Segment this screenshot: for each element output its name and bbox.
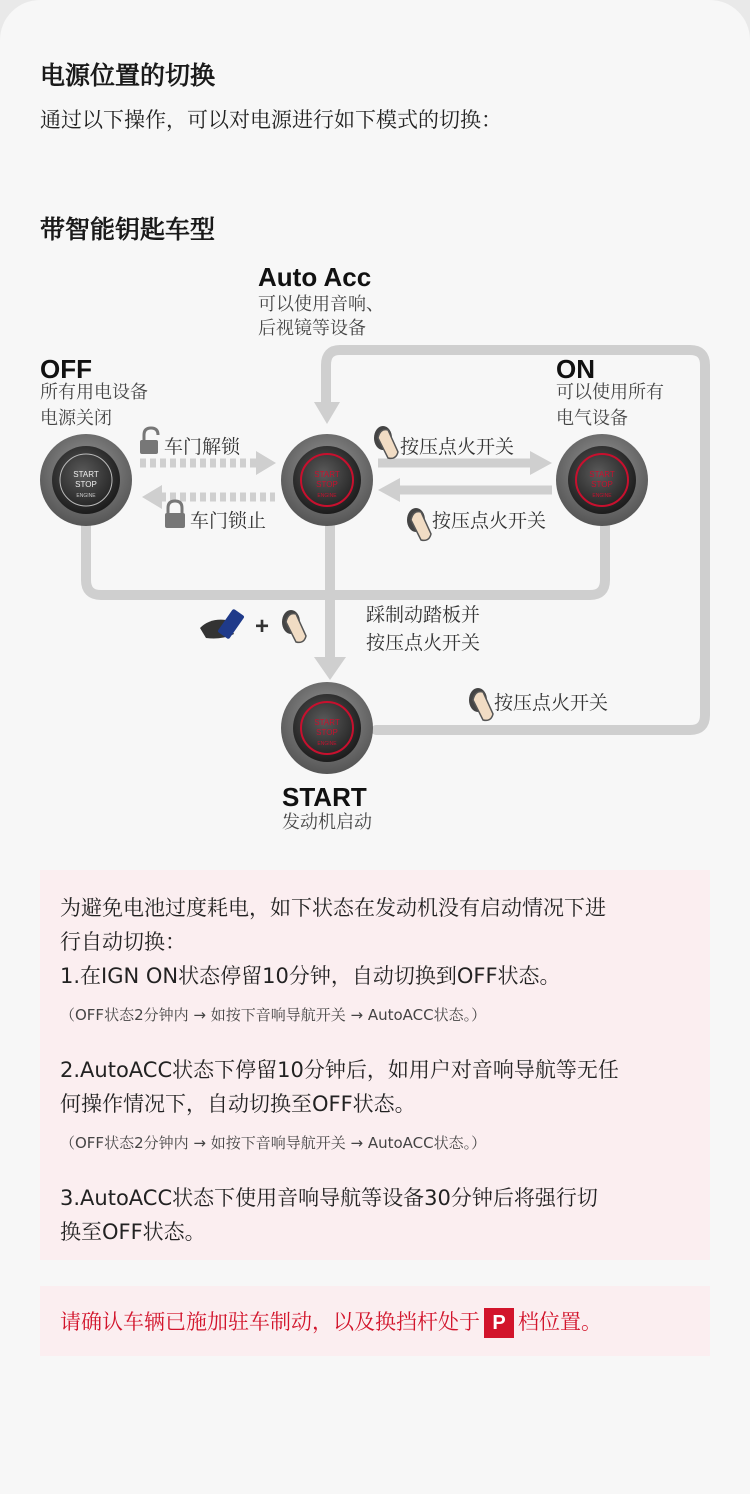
note-line: 何操作情况下，自动切换至OFF状态。	[60, 1092, 416, 1116]
parking-warning	[40, 1286, 710, 1356]
to-on-arrow-head	[530, 451, 552, 475]
note-line: 为避免电池过度耗电，如下状态在发动机没有启动情况下进	[60, 896, 606, 920]
note-line: 2.AutoACC状态下停留10分钟后，如用户对音响导航等无任	[60, 1058, 619, 1082]
unlock-padlock-icon	[140, 428, 158, 454]
note-line: 1.在IGN ON状态停留10分钟，自动切换到OFF状态。	[60, 964, 561, 988]
note-line: 3.AutoACC状态下使用音响导航等设备30分钟后将强行切	[60, 1186, 598, 1210]
page-subtitle: 通过以下操作，可以对电源进行如下模式的切换：	[40, 108, 502, 132]
autoacc-state-label: Auto Acc	[258, 262, 372, 292]
brake-action-line2: 按压点火开关	[366, 632, 481, 654]
btn-text-start: START	[314, 470, 340, 479]
press-to-autoacc-label: 按压点火开关	[432, 510, 547, 532]
on-desc-1: 可以使用所有	[556, 382, 664, 403]
btn-text-engine: ENGINE	[76, 493, 96, 499]
finger-press-icon	[469, 688, 493, 720]
btn-text-stop: STOP	[591, 480, 613, 489]
on-start-stop-button	[556, 434, 648, 526]
autoacc-desc-2: 后视镜等设备	[258, 318, 366, 339]
arrow-down-to-autoacc	[314, 402, 340, 424]
autoacc-desc-1: 可以使用音响、	[258, 294, 384, 315]
finger-press-icon	[407, 508, 431, 540]
btn-text-stop: STOP	[75, 480, 97, 489]
btn-text-engine: ENGINE	[317, 741, 337, 747]
brake-action-line1: 踩制动踏板并	[366, 604, 481, 626]
lock-arrow-head	[142, 485, 162, 509]
page-title: 电源位置的切换	[40, 61, 216, 90]
to-autoacc-arrow-head	[378, 478, 400, 502]
btn-text-engine: ENGINE	[592, 493, 612, 499]
warning-text-before: 请确认车辆已施加驻车制动，以及换挡杆处于	[60, 1310, 480, 1334]
lock-action-label: 车门锁止	[190, 510, 267, 532]
off-state-label: OFF	[40, 354, 92, 384]
finger-press-icon	[282, 610, 306, 642]
start-desc-1: 发动机启动	[282, 812, 372, 833]
autoacc-start-stop-button	[281, 434, 373, 526]
btn-text-stop: STOP	[316, 480, 338, 489]
btn-text-start: START	[314, 718, 340, 727]
on-state-label: ON	[556, 354, 595, 384]
lock-padlock-icon	[165, 501, 185, 528]
warning-text	[60, 1306, 602, 1338]
press-to-on-label: 按压点火开关	[400, 436, 515, 458]
off-start-stop-button	[40, 434, 132, 526]
brake-pedal-icon	[200, 609, 245, 640]
start-state-label: START	[282, 782, 367, 812]
arrow-down-to-start	[314, 657, 346, 680]
note-line: 行自动切换：	[60, 930, 186, 954]
off-desc-1: 所有用电设备	[40, 382, 148, 403]
btn-text-start: START	[589, 470, 615, 479]
press-from-start-label: 按压点火开关	[494, 692, 609, 714]
p-gear-badge: P	[484, 1308, 514, 1338]
note-line-small: （OFF状态2分钟内 → 如按下音响导航开关 → AutoACC状态。）	[60, 1134, 487, 1152]
unlock-action-label: 车门解锁	[164, 436, 241, 458]
section-title: 带智能钥匙车型	[40, 215, 216, 244]
start-start-stop-button	[281, 682, 373, 774]
note-line: 换至OFF状态。	[60, 1220, 206, 1244]
note-line-small: （OFF状态2分钟内 → 如按下音响导航开关 → AutoACC状态。）	[60, 1006, 487, 1024]
auto-switch-notes	[40, 870, 710, 1260]
btn-text-start: START	[73, 470, 99, 479]
off-desc-2: 电源关闭	[40, 408, 112, 429]
btn-text-stop: STOP	[316, 728, 338, 737]
warning-text-after: 档位置。	[518, 1310, 602, 1334]
outer-loop-line	[326, 350, 705, 730]
btn-text-engine: ENGINE	[317, 493, 337, 499]
unlock-arrow-head	[256, 451, 276, 475]
finger-press-icon	[374, 426, 398, 458]
plus-sign: +	[254, 613, 270, 640]
on-desc-2: 电气设备	[556, 408, 628, 429]
